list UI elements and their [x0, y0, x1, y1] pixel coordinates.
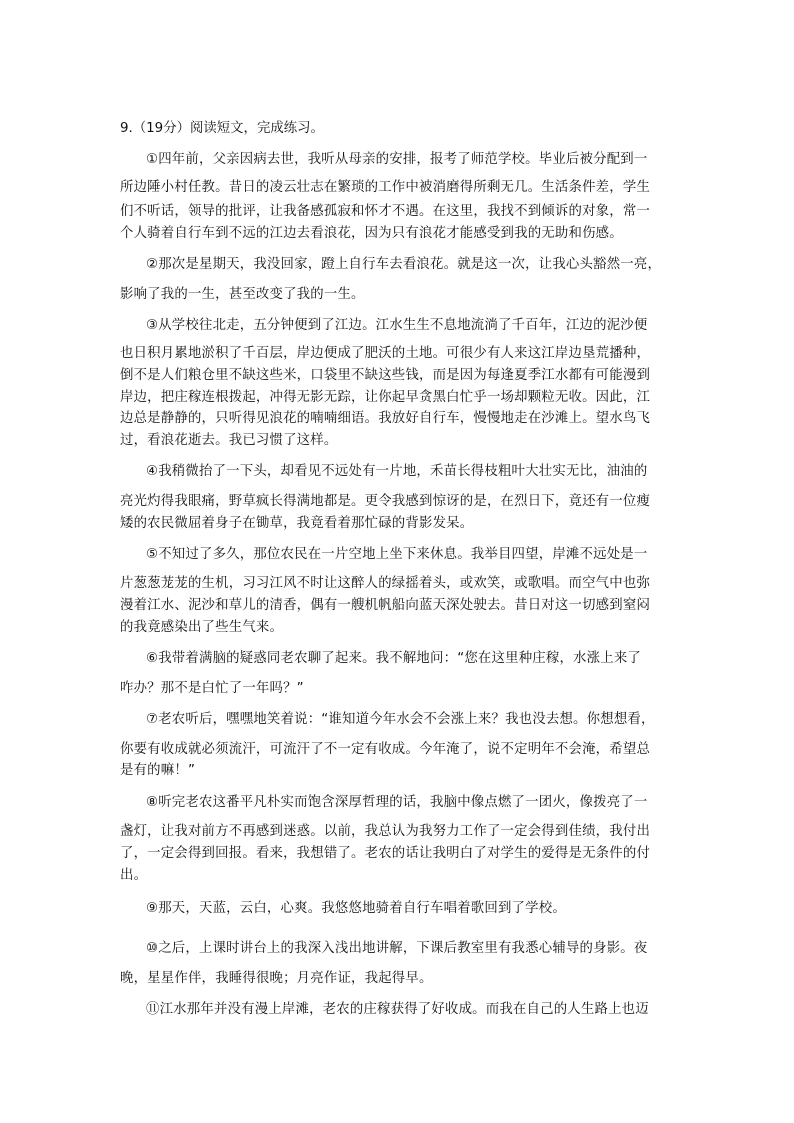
paragraph-line: 所边陲小村任教。昔日的凌云壮志在繁琐的工作中被消磨得所剩无几。生活条件差，学生: [120, 180, 651, 195]
paragraph-line: 也日积月累地淤积了千百层，岸边便成了肥沃的土地。可很少有人来这江岸边垦荒播种，: [120, 346, 651, 361]
paragraph-line: ⑧听完老农这番平凡朴实而饱含深厚哲理的话，我脑中像点燃了一团火，像拨亮了一: [146, 795, 648, 810]
paragraph-line: ③从学校往北走，五分钟便到了江边。江水生生不息地流淌了千百年，江边的泥沙便: [146, 318, 648, 333]
paragraph-line: 个人骑着自行车到不远的江边去看浪花，因为只有浪花才能感受到我的无助和伤感。: [120, 226, 623, 241]
paragraph-line: 边总是静静的，只听得见浪花的喃喃细语。我放好自行车，慢慢地走在沙滩上。望水鸟飞: [120, 411, 651, 426]
paragraph-line: 过，看浪花逝去。我已习惯了这样。: [120, 433, 338, 448]
paragraph-line: 漫着江水、泥沙和草儿的清香，偶有一艘机帆船向蓝天深处驶去。昔日对这一切感到窒闷: [120, 598, 651, 613]
question-heading: 9.（19分）阅读短文，完成练习。: [120, 121, 324, 136]
paragraph-line: 倒不是人们粮仓里不缺这些米，口袋里不缺这些钱，而是因为每逢夏季江水都有可能漫到: [120, 368, 651, 383]
paragraph-line: ⑪江水那年并没有漫上岸滩，老农的庄稼获得了好收成。而我在自己的人生路上也迈: [146, 1002, 649, 1017]
paragraph-line: 咋办？那不是白忙了一年吗？”: [120, 681, 304, 696]
paragraph-line: 片葱葱茏茏的生机，习习江风不时让这醉人的绿摇着头，或欢笑，或歌唱。而空气中也弥: [120, 576, 651, 591]
paragraph-line: 矮的农民微屈着身子在锄草，我竟看着那忙碌的背影发呆。: [120, 516, 474, 531]
paragraph-line: 晚，星星作伴，我睡得很晚；月亮作证，我起得早。: [120, 971, 433, 986]
paragraph-line: 盏灯，让我对前方不再感到迷惑。以前，我总认为我努力工作了一定会得到佳绩，我付出: [120, 824, 651, 839]
paragraph-line: ①四年前，父亲因病去世，我听从母亲的安排，报考了师范学校。毕业后被分配到一: [146, 152, 648, 167]
paragraph-line: ⑦老农听后，嘿嘿地笑着说：“谁知道今年水会不会涨上来？我也没去想。你想想看，: [146, 712, 655, 727]
paragraph-line: ⑤不知过了多久，那位农民在一片空地上坐下来休息。我举目四望，岸滩不远处是一: [146, 547, 648, 562]
paragraph-line: 出。: [120, 868, 148, 883]
paragraph-line: 影响了我的一生，甚至改变了我的一生。: [120, 287, 365, 302]
paragraph-line: 你要有收成就必须流汗，可流汗了不一定有收成。今年淹了，说不定明年不会淹，希望总: [120, 742, 651, 757]
paragraph-line: 们不听话，领导的批评，让我备感孤寂和怀才不遇。在这里，我找不到倾诉的对象，常一: [120, 204, 651, 219]
paragraph-line: ⑩之后，上课时讲台上的我深入浅出地讲解，下课后教室里有我悉心辅导的身影。夜: [146, 941, 648, 956]
paragraph-line: 的我竟感染出了些生气来。: [120, 620, 284, 635]
paragraph-line: 是有的嘛！”: [120, 763, 196, 778]
paragraph-line: ⑨那天，天蓝，云白，心爽。我悠悠地骑着自行车唱着歌回到了学校。: [146, 901, 566, 916]
paragraph-line: 亮光灼得我眼痛，野草疯长得满地都是。更令我感到惊讶的是，在烈日下，竟还有一位瘦: [120, 494, 651, 509]
paragraph-line: 岸边，把庄稼连根拨起，冲得无影无踪，让你起早贪黑白忙乎一场却颗粒无收。因此，江: [120, 390, 651, 405]
paragraph-line: ⑥我带着满脑的疑惑同老农聊了起来。我不解地问：“您在这里种庄稼，水涨上来了: [146, 651, 642, 666]
paragraph-line: 了，一定会得到回报。看来，我想错了。老农的话让我明白了对学生的爱得是无条件的付: [120, 846, 651, 861]
paragraph-line: ②那次是星期天，我没回家，蹬上自行车去看浪花。就是这一次，让我心头豁然一亮，: [146, 257, 662, 272]
paragraph-line: ④我稍微抬了一下头，却看见不远处有一片地，禾苗长得枝粗叶大壮实无比，油油的: [146, 464, 648, 479]
